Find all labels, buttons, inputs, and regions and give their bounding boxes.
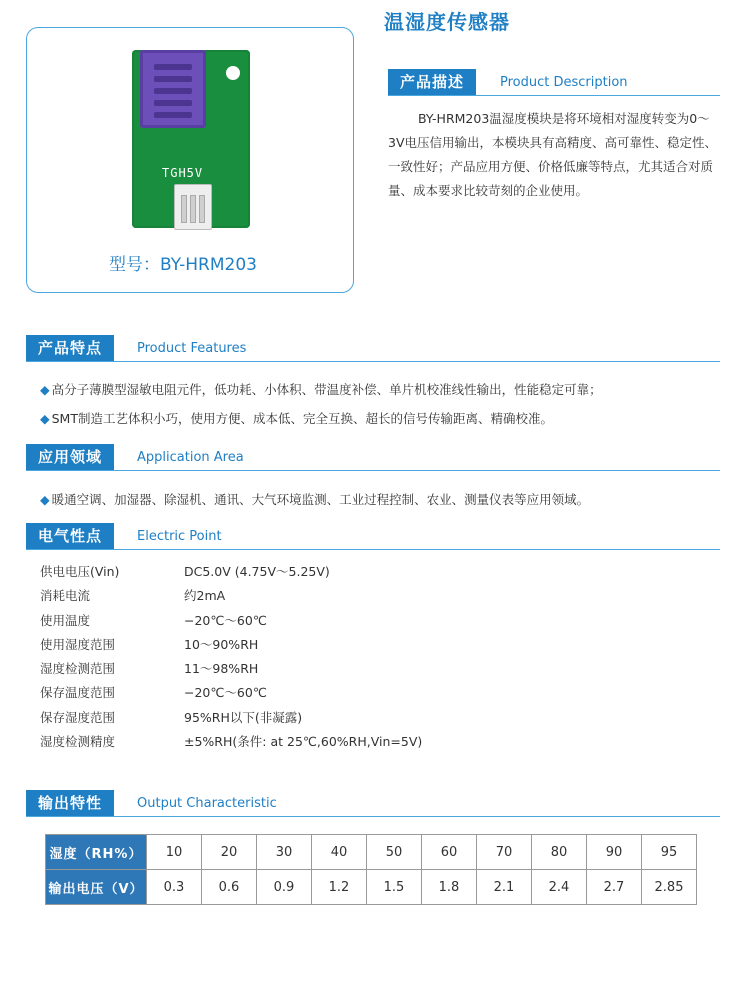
sensor-chip bbox=[140, 50, 206, 128]
section-description-header bbox=[388, 69, 720, 95]
humidity-cell: 60 bbox=[422, 835, 477, 870]
section-tab: 产品描述 bbox=[388, 69, 476, 95]
feature-item: ◆ SMT制造工艺体积小巧，使用方便、成本低、完全互换、超长的信号传输距离、精确校准。 bbox=[40, 411, 553, 426]
section-electric-header bbox=[26, 523, 720, 549]
spec-key: 使用温度 bbox=[40, 612, 91, 628]
spec-key: 保存湿度范围 bbox=[40, 709, 116, 725]
voltage-cell: 0.3 bbox=[147, 870, 202, 905]
spec-key: 保存温度范围 bbox=[40, 685, 116, 701]
spec-value: DC5.0V (4.75V～5.25V) bbox=[184, 564, 330, 579]
section-application-header bbox=[26, 444, 720, 470]
section-output-header bbox=[26, 790, 720, 816]
humidity-cell: 80 bbox=[532, 835, 587, 870]
voltage-cell: 1.8 bbox=[422, 870, 477, 905]
section-features-header bbox=[26, 335, 720, 361]
pcb-silkscreen: TGH5V bbox=[162, 166, 204, 180]
table-row-humidity bbox=[46, 835, 697, 870]
section-tab: 产品特点 bbox=[26, 335, 114, 361]
application-item: ◆ 暖通空调、加湿器、除湿机、通讯、大气环境监测、工业过程控制、农业、测量仪表等应用领域。 bbox=[40, 492, 590, 507]
section-english-title: Product Features bbox=[137, 341, 247, 356]
mounting-hole bbox=[226, 66, 240, 80]
humidity-cell: 40 bbox=[312, 835, 367, 870]
product-description-text: BY-HRM203温湿度模块是将环境相对湿度转变为0～3V电压信用输出，本模块具有高精度、高可靠性、稳定性、一致性好；产品应用方便、价格低廉等特点，尤其适合对质量、成本要求比较苛刻的企业使用。 bbox=[388, 111, 718, 198]
table-row-voltage bbox=[46, 870, 697, 905]
section-english-title: Output Characteristic bbox=[137, 796, 277, 811]
model-label: 型号：BY-HRM203 bbox=[109, 255, 257, 275]
humidity-cell: 20 bbox=[202, 835, 257, 870]
page-title: 温湿度传感器 bbox=[384, 10, 510, 34]
spec-key: 湿度检测精度 bbox=[40, 734, 116, 750]
spec-value: 95%RH以下(非凝露) bbox=[184, 709, 303, 725]
voltage-cell: 2.1 bbox=[477, 870, 532, 905]
spec-key: 消耗电流 bbox=[40, 588, 91, 604]
voltage-cell: 2.4 bbox=[532, 870, 587, 905]
spec-key: 使用湿度范围 bbox=[40, 636, 116, 652]
output-characteristic-table bbox=[45, 834, 697, 905]
voltage-cell: 0.9 bbox=[257, 870, 312, 905]
spec-value: 11～98%RH bbox=[184, 661, 259, 677]
pcb-board-image bbox=[132, 50, 250, 228]
spec-value: −20℃～60℃ bbox=[184, 612, 267, 628]
section-tab: 电气性点 bbox=[26, 523, 114, 549]
section-english-title: Application Area bbox=[137, 450, 244, 465]
spec-key: 湿度检测范围 bbox=[40, 661, 116, 677]
voltage-cell: 2.7 bbox=[587, 870, 642, 905]
section-tab: 输出特性 bbox=[26, 790, 114, 816]
diamond-bullet-icon: ◆ bbox=[40, 492, 50, 507]
row-header: 湿度（RH%） bbox=[46, 835, 147, 870]
humidity-cell: 10 bbox=[147, 835, 202, 870]
humidity-cell: 30 bbox=[257, 835, 312, 870]
voltage-cell: 1.5 bbox=[367, 870, 422, 905]
connector bbox=[174, 184, 212, 230]
voltage-cell: 1.2 bbox=[312, 870, 367, 905]
row-header: 输出电压（V） bbox=[46, 870, 147, 905]
humidity-cell: 95 bbox=[642, 835, 697, 870]
humidity-cell: 50 bbox=[367, 835, 422, 870]
diamond-bullet-icon: ◆ bbox=[40, 411, 50, 426]
voltage-cell: 2.85 bbox=[642, 870, 697, 905]
diamond-bullet-icon: ◆ bbox=[40, 382, 50, 397]
section-english-title: Product Description bbox=[500, 75, 628, 90]
spec-value: ±5%RH(条件: at 25℃,60%RH,Vin=5V) bbox=[184, 734, 423, 750]
humidity-cell: 70 bbox=[477, 835, 532, 870]
product-photo-card bbox=[26, 27, 354, 293]
spec-value: 约2mA bbox=[184, 588, 226, 604]
section-english-title: Electric Point bbox=[137, 529, 222, 544]
feature-item: ◆ 高分子薄膜型湿敏电阻元件，低功耗、小体积、带温度补偿、单片机校准线性输出，性能稳定可靠； bbox=[40, 382, 602, 397]
spec-key: 供电电压(Vin) bbox=[40, 564, 120, 579]
spec-value: −20℃～60℃ bbox=[184, 685, 267, 701]
voltage-cell: 0.6 bbox=[202, 870, 257, 905]
humidity-cell: 90 bbox=[587, 835, 642, 870]
spec-value: 10～90%RH bbox=[184, 636, 259, 652]
section-tab: 应用领域 bbox=[26, 444, 114, 470]
